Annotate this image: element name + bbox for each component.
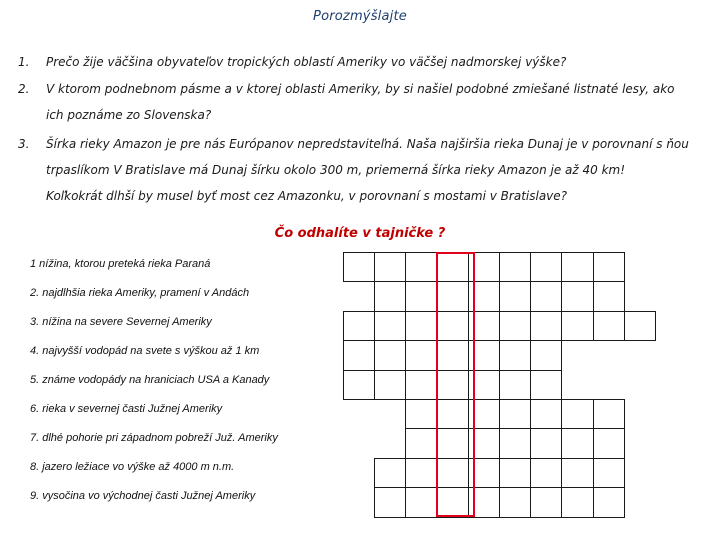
crossword-cell[interactable]	[343, 340, 375, 370]
crossword-cell[interactable]	[593, 281, 625, 311]
crossword-cell[interactable]	[374, 281, 406, 311]
crossword-cell[interactable]	[343, 370, 375, 400]
crossword-cell[interactable]	[561, 399, 593, 429]
crossword-cell[interactable]	[405, 370, 437, 400]
secret-column-highlight	[436, 252, 475, 517]
crossword-clue-1: 1 nížina, ktorou preteká rieka Paraná	[30, 258, 211, 270]
crossword-cell[interactable]	[530, 340, 562, 370]
crossword-cell[interactable]	[405, 487, 437, 517]
question-number: 1.	[18, 55, 30, 69]
crossword-cell[interactable]	[530, 281, 562, 311]
crossword-cell[interactable]	[499, 487, 531, 517]
crossword-cell[interactable]	[374, 370, 406, 400]
crossword-cell[interactable]	[499, 458, 531, 488]
question-text: ich poznáme zo Slovenska?	[46, 108, 212, 122]
crossword-clue-9: 9. vysočina vo východnej časti Južnej Ameriky	[30, 490, 256, 502]
question-text: Koľkokrát dlhší by musel byť most cez Amazonku, v porovnaní s mostami v Bratislave?	[46, 189, 568, 203]
crossword-cell[interactable]	[530, 252, 562, 282]
crossword-cell[interactable]	[499, 399, 531, 429]
crossword-cell[interactable]	[374, 487, 406, 517]
crossword-cell[interactable]	[374, 311, 406, 341]
question-number: 2.	[18, 82, 30, 96]
crossword-cell[interactable]	[405, 399, 437, 429]
crossword-clue-5: 5. známe vodopády na hraniciach USA a Kanady	[30, 374, 270, 386]
crossword-cell[interactable]	[499, 428, 531, 458]
crossword-cell[interactable]	[499, 281, 531, 311]
crossword-cell[interactable]	[530, 370, 562, 400]
crossword-cell[interactable]	[561, 428, 593, 458]
crossword-cell[interactable]	[405, 458, 437, 488]
crossword-clue-7: 7. dlhé pohorie pri západnom pobreží Juž. Ameriky	[30, 432, 278, 444]
question-text: Prečo žije väčšina obyvateľov tropických oblastí Ameriky vo väčšej nadmorskej výške?	[46, 55, 567, 69]
crossword-cell[interactable]	[561, 252, 593, 282]
crossword-cell[interactable]	[561, 458, 593, 488]
crossword-cell[interactable]	[499, 311, 531, 341]
crossword-clue-8: 8. jazero ležiace vo výške až 4000 m n.m.	[30, 461, 235, 473]
crossword-cell[interactable]	[593, 458, 625, 488]
crossword-cell[interactable]	[561, 311, 593, 341]
crossword-clue-6: 6. rieka v severnej časti Južnej Ameriky	[30, 403, 223, 415]
crossword-title: Čo odhalíte v tajničke ?	[274, 226, 446, 241]
crossword-cell[interactable]	[530, 458, 562, 488]
crossword-cell[interactable]	[405, 311, 437, 341]
crossword-cell[interactable]	[374, 252, 406, 282]
question-text: V ktorom podnebnom pásme a v ktorej oblasti Ameriky, by si našiel podobné zmiešané listnaté lesy, ako	[46, 82, 675, 96]
crossword-cell[interactable]	[593, 487, 625, 517]
crossword-clue-2: 2. najdlhšia rieka Ameriky, pramení v Andách	[30, 287, 250, 299]
crossword-cell[interactable]	[593, 252, 625, 282]
crossword-cell[interactable]	[561, 487, 593, 517]
question-text: trpaslíkom V Bratislave má Dunaj šírku okolo 300 m, priemerná šírka rieky Amazon je až 40 km!	[46, 163, 626, 177]
crossword-cell[interactable]	[405, 428, 437, 458]
crossword-clue-4: 4. najvyšší vodopád na svete s výškou až 1 km	[30, 345, 260, 357]
question-text: Šírka rieky Amazon je pre nás Európanov nepredstaviteľná. Naša najširšia rieka Dunaj je v porovnaní s ňou	[46, 137, 689, 151]
page-title: Porozmýšlajte	[313, 9, 407, 24]
crossword-cell[interactable]	[499, 340, 531, 370]
crossword-cell[interactable]	[374, 340, 406, 370]
crossword-cell[interactable]	[374, 458, 406, 488]
crossword-cell[interactable]	[593, 311, 625, 341]
crossword-cell[interactable]	[530, 311, 562, 341]
crossword-cell[interactable]	[405, 281, 437, 311]
crossword-cell[interactable]	[530, 487, 562, 517]
crossword-cell[interactable]	[405, 252, 437, 282]
crossword-cell[interactable]	[561, 281, 593, 311]
crossword-cell[interactable]	[343, 252, 375, 282]
crossword-cell[interactable]	[343, 311, 375, 341]
crossword-cell[interactable]	[530, 428, 562, 458]
crossword-clue-3: 3. nížina na severe Severnej Ameriky	[30, 316, 212, 328]
crossword-cell[interactable]	[593, 428, 625, 458]
crossword-cell[interactable]	[530, 399, 562, 429]
crossword-cell[interactable]	[593, 399, 625, 429]
crossword-cell[interactable]	[499, 370, 531, 400]
crossword-cell[interactable]	[405, 340, 437, 370]
crossword-cell[interactable]	[499, 252, 531, 282]
question-number: 3.	[18, 137, 30, 151]
crossword-cell[interactable]	[624, 311, 656, 341]
